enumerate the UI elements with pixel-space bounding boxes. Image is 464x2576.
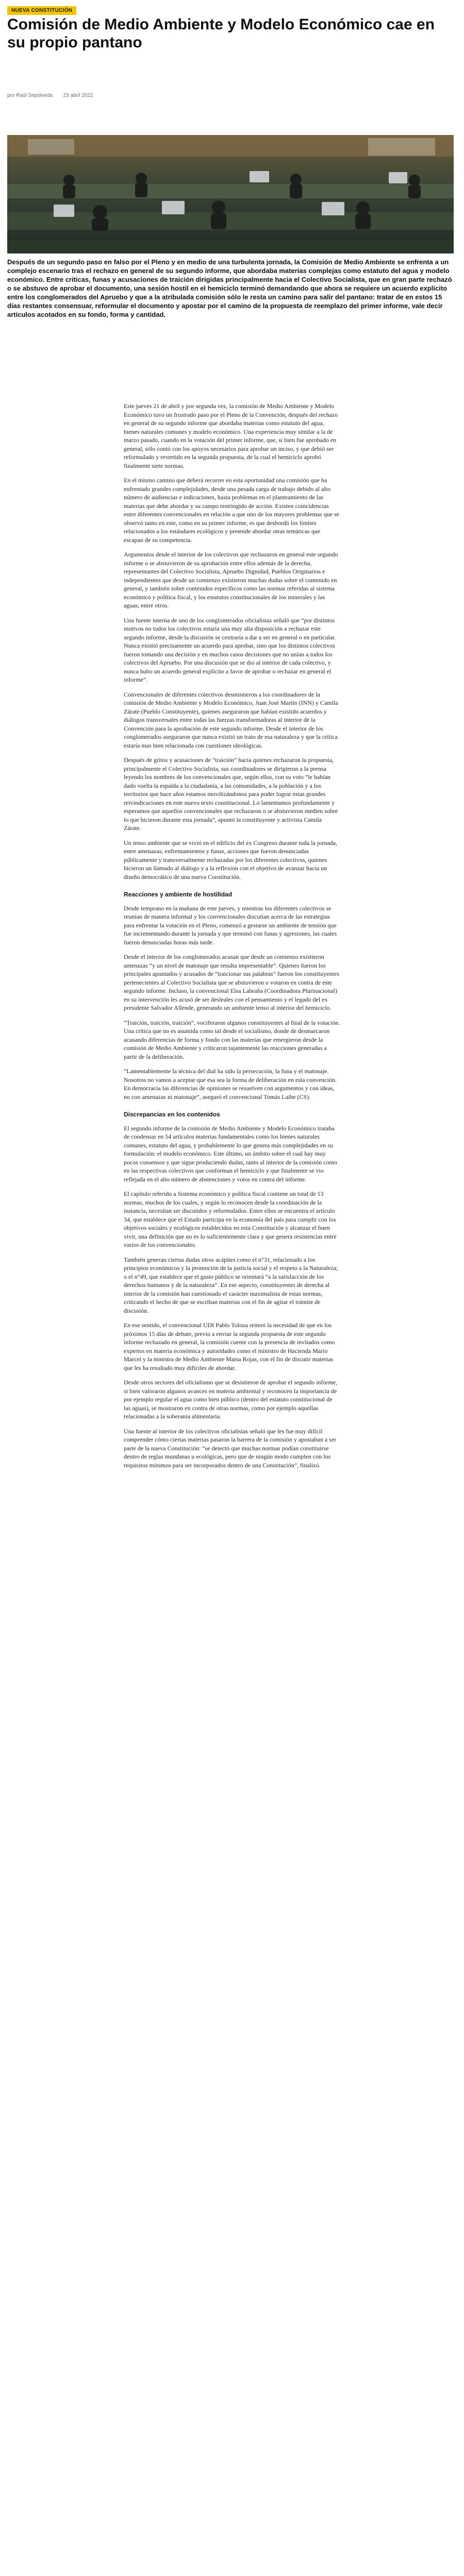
section-heading: Reacciones y ambiente de hostilidad bbox=[124, 891, 233, 898]
photo-caption: Después de un segundo paso en falso por el Pleno y en medio de una turbulenta jornada, la Comisión de Medio Ambiente se enfrenta a un complejo escenario tras el rechazo en general de su segundo informe, que abordaba materias complejas como estatuto del agua y modelo económico. Entre críticas, funas y acusaciones de traición dirigidas principalmente hacia el Colectivo Socialista, que en gran parte rechazó o se abstuvo de aprobar el documento, una sesión hostil en el hemiciclo terminó demandando que ahora se requiere un acuerdo explícito entre los conglomerados del Apruebo y que a la atribulada comisión sólo le resta un camino para salir del pantano: tratar de en estos 15 días restantes consensuar, reformular el documento y apostar por el camino de la propuesta de reemplazo del primer informe, vale decir artículos acotados en su fondo, forma y cantidad. bbox=[7, 258, 452, 318]
body-paragraph: También generan ciertas dudas otros acápites como el n°31, relacionado a los principios económicos y la promoción de la justicia social y el respeto a la Naturaleza; o el n°49, que establece que el gasto público se orientará “a la satisfacción de los derechos humanos y de la naturaleza”. En ese aspecto, constituyentes de derecha al interior de la comisión han cuestionado el carácter maximalista de estas normas, criticando el hecho de que se escriban materias con el fin de agitar el trámite de discusión. bbox=[124, 1256, 338, 1314]
body-paragraph: Desde otros sectores del oficialismo que se desistieron de aprobar el segundo informe, si bien valoraron algunos avances en materia ambiental y reconocen la importancia de por ejemplo regular el agua como bien público (dentro del estatuto constitucional de las aguas), se mostraron en contra de otras normas, como por ejemplo aquellas relacionadas a la soberanía alimentaria. bbox=[124, 1379, 338, 1420]
category-badge[interactable]: NUEVA CONSTITUCIÓN bbox=[7, 6, 76, 15]
hero-photo bbox=[7, 135, 454, 253]
body-paragraph: Desde el interior de los conglomerados acusan que desde un comienzo existieron amenazas “y un nivel de matonaje que resulta impresentable”. Quienes fueron los principales apuntados y acusados de “traicionar sus palabras” fueron los constituyentes pertenecientes al Colectivo Socialista que se abstuvieron o votaron en contra de este segundo informe. Incluso, la convencional Elsa Labraña (Coordinadora Plurinacional) en su intervención les acusó de ser desleales con el pensamiento y el legado del ex presidente Salvador Allende, generando un ambiente tenso al interior del hemiciclo. bbox=[124, 953, 339, 1011]
article-meta bbox=[7, 93, 451, 98]
body-paragraph: Este jueves 21 de abril y por segunda vez, la comisión de Medio Ambiente y Modelo Económico tuvo un frustrado paso por el Pleno de la Convención, después del rechazo en general de su segundo informe que abordaba materias como estatuto del agua, bienes naturales comunes y modelo económico. Una experiencia muy similar a la de marzo pasado, cuando en la votación del primer informe, que, si bien fue aprobado en general, sólo contó con los apoyos necesarios para aprobar un inciso, y que debió ser reformulado y revertido en la segunda propuesta, de la cual el hemiciclo aprobó finalmente siete normas. bbox=[124, 402, 338, 469]
body-paragraph: Convencionales de diferentes colectivos desmintieron a los coordinadores de la comisión de Medio Ambiente y Modelo Económico, Juan José Martín (INN) y Camila Zárate (Pueblo Constituyente), quienes aseguraron que habían existido acuerdos y diálogos transversales entre todas las fuerzas transformadoras al interior de la Convención para la aprobación de este segundo informe. Desde el interior de los conglomerados aseguraron que nunca existió un trato de esa naturaleza y que la crítica estaría mas bien relacionada con cuestiones ideológicas. bbox=[124, 690, 338, 749]
body-paragraph: Argumentos desde el interior de los colectivos que rechazaron en general este segundo informe o se abstuvieron de su aprobación entre ellos además de la derecha, representantes del Colectivo Socialista, Apruebo Dignidad, Pueblos Originarios e independientes que desde un comienzo existieron muchas dudas sobre el contenido en general, y también sobre contenidos específicos como las normas referidas al sistema económico y política fiscal, y los estatutos constitucionales de los minerales y las aguas, entre otros. bbox=[124, 551, 338, 609]
body-paragraph: “Traición, traición, traición”, vociferaron algunos constituyentes al final de la votación. Una crítica que no es asumida como tal desde el socialismo, donde de desmarcaron acusando diferencias de forma y fondo con las materias que emergieron desde la comisión de Medio Ambiente y críticaron tajantemente las reacciones generadas a partir de la deliberación. bbox=[124, 1019, 340, 1060]
article-body bbox=[124, 402, 340, 1476]
body-paragraph: El capítulo referido a Sistema económico y política fiscal contiene un total de 13 normas, muchos de los cuales, y según lo reconocen desde la coordinación de la instancia, necesitan ser discutidos y reformulados. Entre ellos se encuentra el artículo 34, que establece que el Estado participa en la economía del país para cumplir con los objetivos sociales y ecológicos establecidos en esta Constitución y alcanzar el buen vivir, una definición que no es lo suficientemente clara y que genera resistencias entre varios de los convencionales. bbox=[124, 1190, 337, 1248]
body-paragraph: En el mismo camino que deberá recorrer en esta oportunidad una comisión que ha enfrentado grandes complejidades, desde una pesada carga de trabajo debido al alto número de audiencias e indicaciones, hasta problemas en el planteamiento de las materias que debe abordar y su campo restringido de acción. Existen coincidencias entre diferentes convencionales en relación a que uno de los mayores problemas que se observó tanto en este, como en su primer informe, es que desbordó los límites relacionados a los estándares ecológicos y pretende abordar otras temáticas que escapan de su competencia. bbox=[124, 477, 340, 544]
body-paragraph: Una fuente interna de uno de los conglomerados oficialistas señaló que “por distintos motivos no todos los colectivos estaría una muy alta disposición a rechazar este segundo informe, desde la discusión se centraría a dar a ser en general o en particular. Nunca existió precisamente un acuerdo para aprobar, sino que los distintos colectivos fueron tomando una decisión y en muchos casos decisiones que no unían a todos los colectivos del Apruebo. Por una discusión que se dio al interior de cada colectivo, y nunca hubo un acuerdo general explícito a favor de aprobar o rechazar en general el informe”. bbox=[124, 616, 336, 683]
body-paragraph: En ese sentido, el convencional UDI Pablo Toloza reiteró la necesidad de que en los próximos 15 días de debate, previo a enviar la segunda propuesta de este segundo informe rechazado en general, la comisión cuente con la presencia de invitados como expertos en materia económica y autoridades como el ministro de Hacienda Mario Marcel y la ministra de Medio Ambiente Maisa Rojas, con el fin de discutir materias que les ha resultado muy difíciles de abordar. bbox=[124, 1321, 335, 1371]
article-date: 23 abril 2022 bbox=[63, 93, 93, 98]
body-paragraph: El segundo informe de la comisión de Medio Ambiente y Modelo Económico trataba de condensar en 54 artículos materias fundamentales como los bienes naturales comunes, estatuto del agua, y probablemente lo que genera más complejidades en su formulación: el modelo económico. Este último, un ámbito sobre el cual hay muy pocos consensos y que sigue produciendo dudas, tanto al interior de la comisión como en las respectivas colectivos que conforman el hemiciclo y que finalmente se vio reflejada en el alto número de abstenciones y votos en contra del informe. bbox=[124, 1124, 337, 1183]
body-paragraph: Después de gritos y acusaciones de “traición” hacia quienes rechazaron la propuesta, principalmente el Colectivo Socialista, sus coordinadores se dirigieron a la prensa leyendo los nombres de los convencionales que, según ellos, con su voto “le habían dado vuelta la espalda a la ciudadanía, a las comunidades, a la población y a los territorios que hace años estamos movilizándonos para poder lograr estas grandes reivindicaciones en este nuevo texto constitucional. Lo lamentamos profundamente y esperamos que aquellos convencionales que rechazaron o se abstuvieron medien sobre lo que hicieron durante esta jornada”, apuntó la constituyente y activista Camila Zárate. bbox=[124, 756, 338, 832]
article-headline: Comisión de Medio Ambiente y Modelo Económico cae en su propio pantano bbox=[7, 16, 435, 51]
article-author[interactable]: por Raúl Sepúlveda bbox=[7, 93, 53, 98]
convention-hall-photo bbox=[7, 135, 454, 253]
body-paragraph: Un tenso ambiente que se vivió en el edificio del ex Congreso durante toda la jornada, entre amenazas, enfrentamientos y funas, acciones que fueron denunciadas públicamente y transversalmente rechazadas por los diferentes colectivos, quienes hicieron un llamado al diálogo y a la reflexión con el objetivo de avanzar hacia un diseño democrático de una nueva Constitución. bbox=[124, 839, 337, 880]
section-heading: Discrepancias en los contenidos bbox=[124, 1111, 220, 1118]
body-paragraph: Una fuente al interior de los colectivos oficialistas señaló que les fue muy difícil comprender cómo ciertas materias pasaron la barrera de la comisión y apostaban a ser parte de la nueva Constitución: “se detectó que muchas normas podían constituirse dentro de reglas mundanas u ecológicas, pero que de ningún modo cumplen con los requisitos mínimos para ser incorporados dentro de una Constitución”, finalizó. bbox=[124, 1427, 337, 1469]
body-paragraph: “Lamentablemente la técnica del dial ha sido la persecución, la funa y el matonaje. Nosotros no vamos a aceptar que esa sea la forma de deliberación en esta convención. En democracia las diferencias de opiniones se resuelven con argumentos y con ideas, no con amenazas ni matonaje”, aseguró el convencional Tomás Laibe (CS). bbox=[124, 1067, 337, 1100]
body-paragraph: Desde temprano en la mañana de este jueves, y mientras los diferentes colectivos se reunían de manera informal y los convencionales discutían acerca de las estrategias para enfrentar la votación en el Pleno, comenzó a gestarse un ambiente de tensión que fue incrementando durante la jornada y que terminó con funas y agresiones, las cuales fueron denunciadas horas más tarde. bbox=[124, 904, 337, 946]
